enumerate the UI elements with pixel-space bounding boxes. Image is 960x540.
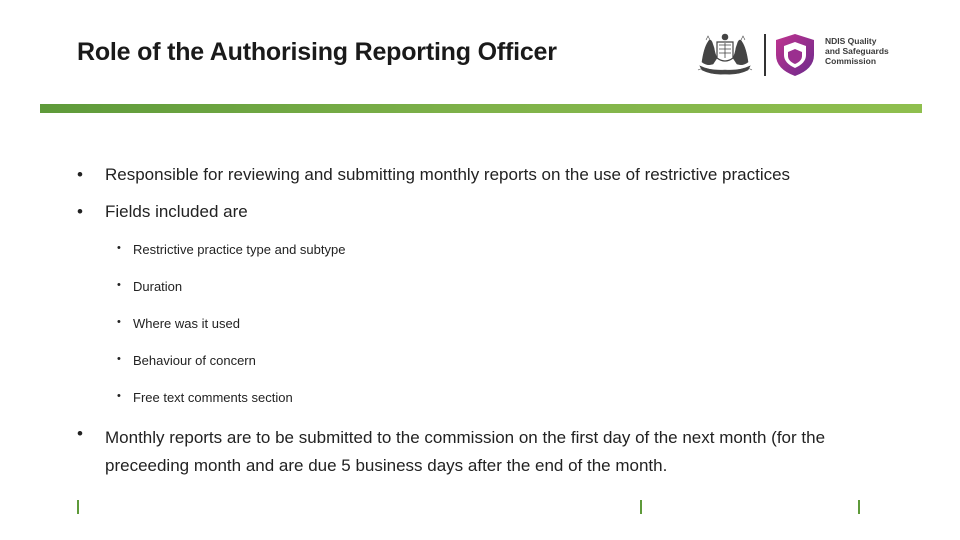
page-title: Role of the Authorising Reporting Officer <box>77 38 557 66</box>
bullet-dot-icon: • <box>117 316 121 328</box>
bullet-text: Responsible for reviewing and submitting monthly reports on the use of restrictive practices <box>105 165 791 184</box>
coat-of-arms-icon <box>694 32 756 76</box>
bullet-dot-icon: • <box>117 353 121 365</box>
bullet-dot-icon: • <box>77 202 83 221</box>
logo-group <box>694 30 904 80</box>
bullet-text: Fields included are <box>105 202 248 221</box>
logo-line-3: Commission <box>825 56 877 66</box>
ndis-logo-text <box>825 36 889 66</box>
footer-tick <box>640 500 642 514</box>
bullet-dot-icon: • <box>117 242 121 254</box>
sub-bullet-text: Duration <box>133 279 183 294</box>
bullet-dot-icon: • <box>117 279 121 291</box>
sub-bullet-text: Where was it used <box>133 316 240 331</box>
bullet-dot-icon: • <box>77 165 83 184</box>
sub-bullet-text: Free text comments section <box>133 390 293 405</box>
logo-line-2: and Safeguards <box>825 46 889 56</box>
header-accent-bar <box>40 104 922 113</box>
footer-tick <box>858 500 860 514</box>
ndis-shield-icon <box>774 33 816 77</box>
bullet-text: Monthly reports are to be submitted to the commission on the first day of the next month (for the preceeding month and are due 5 business days after the end of the month. <box>105 428 826 475</box>
bullet-dot-icon: • <box>117 390 121 402</box>
logo-line-1: NDIS Quality <box>825 36 877 46</box>
logo-divider <box>764 34 766 76</box>
bullet-dot-icon: • <box>77 424 83 443</box>
footer-tick <box>77 500 79 514</box>
sub-bullet-text: Restrictive practice type and subtype <box>133 242 346 257</box>
sub-bullet-text: Behaviour of concern <box>133 353 256 368</box>
